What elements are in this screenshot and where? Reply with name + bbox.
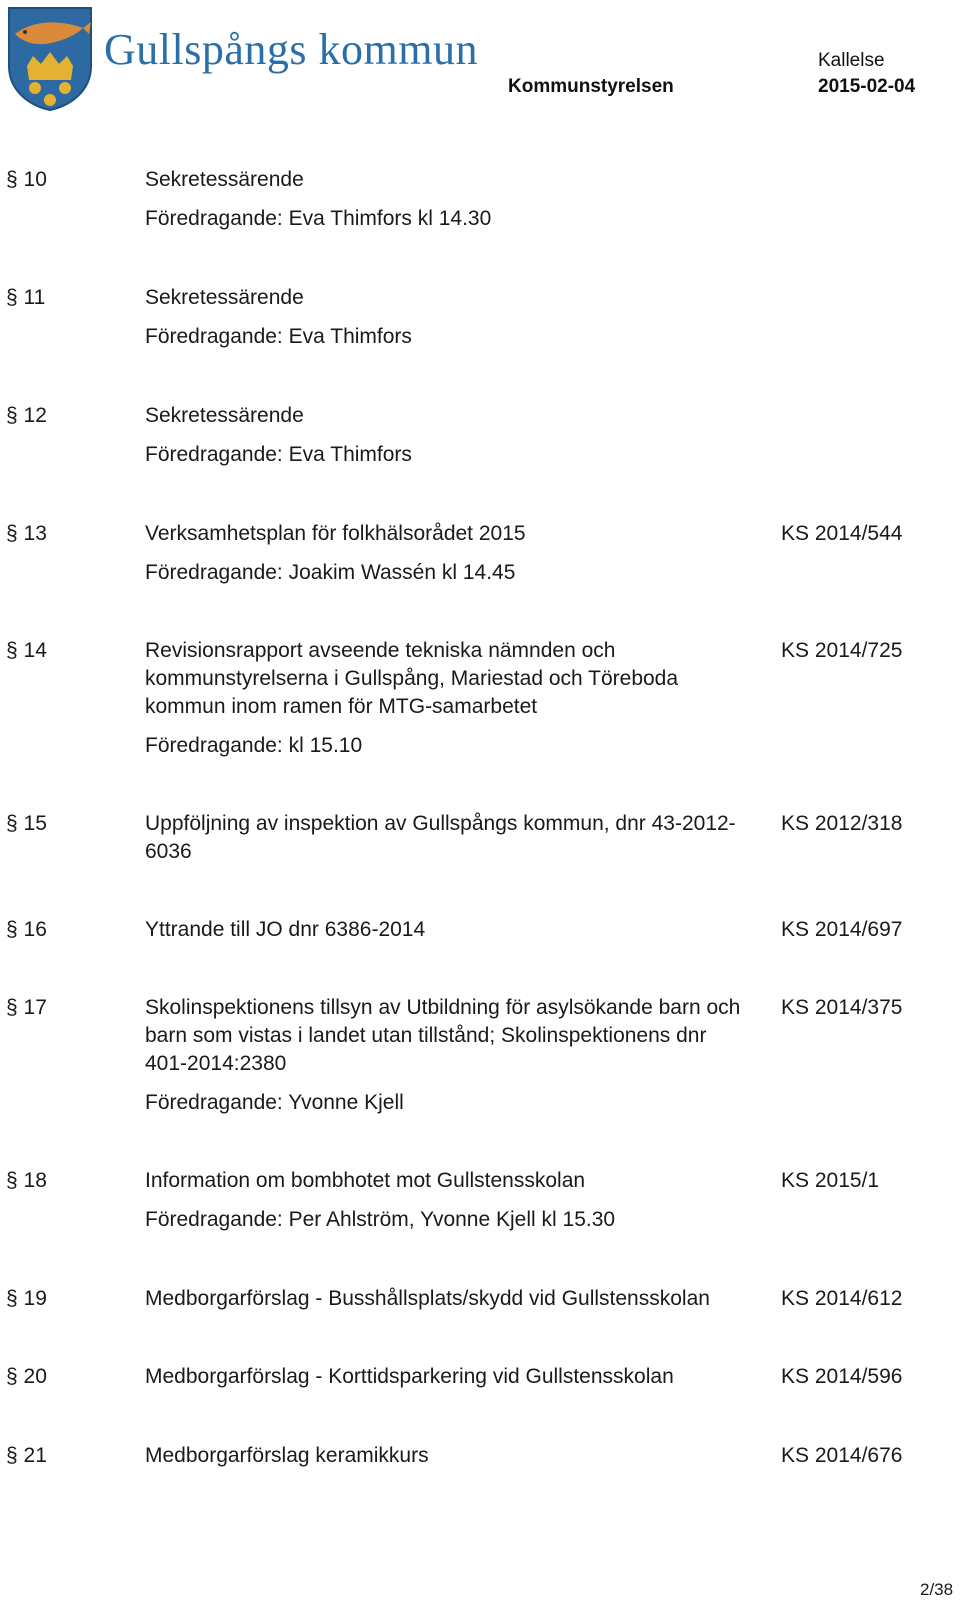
item-number: § 17	[6, 996, 47, 1019]
item-case-number: KS 2014/375	[781, 996, 903, 1019]
item-title: Sekretessärende	[145, 168, 304, 191]
item-presenter: Föredragande: Per Ahlström, Yvonne Kjell kl 15.30	[145, 1208, 616, 1231]
item-title: Verksamhetsplan för folkhälsorådet 2015	[145, 522, 526, 545]
coat-of-arms-icon	[5, 4, 95, 112]
item-number: § 20	[6, 1365, 47, 1388]
item-number: § 16	[6, 918, 47, 941]
item-presenter: Föredragande: Yvonne Kjell	[145, 1091, 404, 1114]
item-number: § 13	[6, 522, 47, 545]
item-number: § 10	[6, 168, 47, 191]
item-number: § 11	[6, 286, 46, 309]
item-title: Medborgarförslag - Korttidsparkering vid Gullstensskolan	[145, 1365, 674, 1388]
item-title: Sekretessärende	[145, 286, 304, 309]
item-presenter: Föredragande: Joakim Wassén kl 14.45	[145, 561, 516, 584]
item-case-number: KS 2014/596	[781, 1365, 903, 1388]
document-date: 2015-02-04	[818, 76, 916, 97]
item-number: § 18	[6, 1169, 47, 1192]
item-number: § 14	[6, 639, 47, 662]
item-presenter: Föredragande: Eva Thimfors	[145, 443, 412, 466]
item-title: Medborgarförslag - Busshållsplats/skydd vid Gullstensskolan	[145, 1287, 710, 1310]
item-title: Medborgarförslag keramikkurs	[145, 1444, 429, 1467]
item-title: Skolinspektionens tillsyn av Utbildning för asylsökande barn och barn som vistas i landet utan tillstånd; Skolinspektionens dnr 401-2014:2380	[145, 996, 741, 1075]
item-title: Yttrande till JO dnr 6386-2014	[145, 918, 426, 941]
item-case-number: KS 2014/544	[781, 522, 903, 545]
item-title: Information om bombhotet mot Gullstensskolan	[145, 1169, 586, 1192]
organization-name: Kommunstyrelsen	[508, 76, 674, 97]
item-case-number: KS 2014/612	[781, 1287, 903, 1310]
item-number: § 21	[6, 1444, 47, 1467]
item-case-number: KS 2015/1	[781, 1169, 880, 1192]
item-presenter: Föredragande: kl 15.10	[145, 734, 363, 757]
page-number: 2/38	[920, 1580, 954, 1599]
item-title: Revisionsrapport avseende tekniska nämnden och kommunstyrelserna i Gullspång, Mariestad och Töreboda kommun inom ramen för MTG-samarbetet	[145, 639, 679, 718]
item-title: Sekretessärende	[145, 404, 304, 427]
item-number: § 12	[6, 404, 47, 427]
item-presenter: Föredragande: Eva Thimfors	[145, 325, 412, 348]
item-presenter: Föredragande: Eva Thimfors kl 14.30	[145, 207, 492, 230]
item-case-number: KS 2012/318	[781, 812, 903, 835]
item-number: § 15	[6, 812, 47, 835]
item-number: § 19	[6, 1287, 47, 1310]
document-type: Kallelse	[818, 50, 885, 71]
item-case-number: KS 2014/676	[781, 1444, 903, 1467]
item-case-number: KS 2014/697	[781, 918, 903, 941]
logo-text: Gullspångs kommun	[104, 25, 478, 74]
item-case-number: KS 2014/725	[781, 639, 903, 662]
item-title: Uppföljning av inspektion av Gullspångs kommun, dnr 43-2012-6036	[145, 812, 736, 863]
page-header	[0, 0, 960, 120]
